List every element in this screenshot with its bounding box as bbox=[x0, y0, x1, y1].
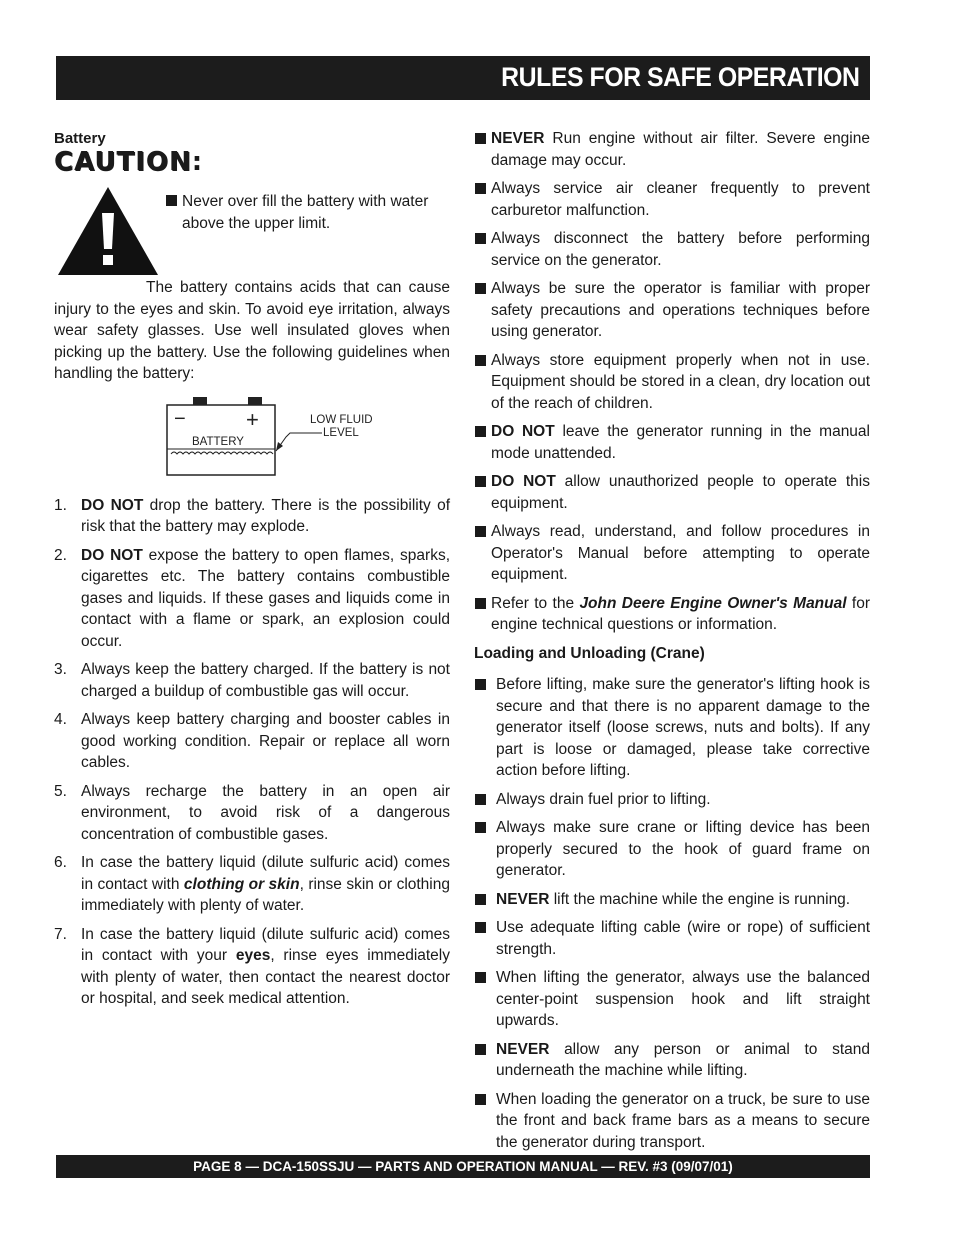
loading-bullets bbox=[474, 674, 870, 1153]
page-title: RULES FOR SAFE OPERATION bbox=[501, 62, 860, 92]
item-text: In case the battery liquid (dilute sulfuric acid) comes in contact with bbox=[81, 854, 450, 893]
item-number: 5. bbox=[54, 782, 67, 800]
item-lead: DO NOT bbox=[81, 546, 143, 564]
warning-area bbox=[54, 185, 450, 277]
item-text: When lifting the generator, always use the balanced center-point suspension hook and lift straight upwards. bbox=[496, 969, 870, 1029]
item-text: for engine technical questions or information. bbox=[491, 594, 871, 633]
list-item bbox=[474, 350, 870, 415]
list-item bbox=[474, 421, 870, 464]
battery-diagram bbox=[54, 389, 450, 485]
item-number: 7. bbox=[54, 925, 67, 943]
bullet-square bbox=[475, 283, 486, 294]
plus-sign: + bbox=[246, 406, 259, 432]
item-lead: DO NOT bbox=[491, 423, 555, 440]
item-text: Always keep the battery charged. If the battery is not charged a buildup of combustible gas will occur. bbox=[81, 661, 450, 700]
list-item bbox=[54, 781, 450, 846]
battery-label: BATTERY bbox=[192, 435, 244, 448]
header-bar bbox=[56, 56, 870, 100]
list-item bbox=[474, 674, 870, 782]
bullet-square bbox=[475, 1094, 486, 1105]
item-text: Always recharge the battery in an open air environment, to avoid risk of a dangerous concentration of combustible gases. bbox=[81, 782, 450, 843]
list-item bbox=[474, 1089, 870, 1154]
bullet-square bbox=[475, 426, 486, 437]
battery-guidelines-list bbox=[54, 495, 450, 1010]
item-text: expose the battery to open flames, sparks, cigarettes etc. The battery contains combustible gases and liquids. If these gases and liquids come in contact with a flame or spark, an explosion could occur. bbox=[81, 546, 450, 650]
item-text: Always keep battery charging and booster cables in good working condition. Repair or replace all worn cables. bbox=[81, 711, 450, 771]
item-lead: DO NOT bbox=[81, 496, 144, 514]
list-item bbox=[474, 228, 870, 271]
item-text: Always read, understand, and follow procedures in Operator's Manual before attempting to operate equipment. bbox=[491, 523, 870, 583]
item-number: 6. bbox=[54, 854, 67, 871]
item-text: , rinse eyes immediately with plenty of water, then contact the nearest doctor or hospital, and seek medical attention. bbox=[81, 947, 450, 1007]
bullet-square bbox=[475, 822, 486, 833]
warning-note-text: Never over fill the battery with water above the upper limit. bbox=[182, 193, 429, 232]
item-text: Refer to the bbox=[491, 594, 580, 612]
bullet-square bbox=[475, 476, 486, 487]
list-item bbox=[474, 1039, 870, 1082]
list-item bbox=[54, 659, 450, 702]
bullet-square bbox=[475, 183, 486, 194]
list-item bbox=[54, 924, 450, 1010]
page-footer: PAGE 8 — DCA-150SSJU — PARTS AND OPERATION MANUAL — REV. #3 (09/07/01) bbox=[56, 1155, 870, 1178]
item-emphasis: clothing or skin bbox=[183, 875, 300, 893]
list-item bbox=[474, 789, 870, 811]
list-item bbox=[474, 471, 870, 514]
manual-reference: John Deere Engine Owner's Manual bbox=[579, 594, 847, 612]
item-text: Always service air cleaner frequently to prevent carburetor malfunction. bbox=[491, 180, 870, 219]
warning-note bbox=[166, 191, 470, 234]
bullet-square bbox=[475, 598, 486, 609]
item-text: When loading the generator on a truck, be sure to use the front and back frame bars as a means to secure the generator during transport. bbox=[496, 1090, 870, 1151]
bullet-square bbox=[475, 133, 486, 144]
item-text: Always drain fuel prior to lifting. bbox=[496, 790, 711, 808]
item-emphasis: eyes bbox=[235, 947, 271, 964]
bullet-square bbox=[475, 355, 486, 366]
battery-subheading: Battery bbox=[54, 130, 106, 147]
bullet-square bbox=[475, 679, 486, 690]
callout-line-2: LEVEL bbox=[323, 426, 359, 439]
bullet-square bbox=[475, 233, 486, 244]
item-text: Run engine without air filter. Severe engine damage may occur. bbox=[491, 130, 870, 169]
list-item bbox=[474, 128, 870, 171]
list-item bbox=[474, 278, 870, 343]
item-lead: NEVER bbox=[491, 130, 545, 147]
item-text: Always disconnect the battery before performing service on the generator. bbox=[491, 230, 870, 269]
list-item bbox=[474, 917, 870, 960]
list-item bbox=[54, 495, 450, 538]
item-text: allow any person or animal to stand underneath the machine while lifting. bbox=[496, 1040, 870, 1079]
intro-text: The battery contains acids that can cause injury to the eyes and skin. To avoid eye irritation, always wear safety glasses. Use well insulated gloves when picking up the battery. Use the following guidelines when handling the battery: bbox=[54, 279, 450, 382]
bullet-square bbox=[475, 526, 486, 537]
bullet-square bbox=[475, 972, 486, 983]
item-text: lift the machine while the engine is running. bbox=[549, 890, 851, 908]
item-number: 1. bbox=[54, 496, 67, 514]
list-item bbox=[54, 852, 450, 917]
left-column bbox=[54, 128, 450, 1017]
list-item bbox=[474, 521, 870, 586]
battery-diagram-graphic bbox=[54, 389, 450, 485]
right-column bbox=[474, 128, 870, 1160]
list-item bbox=[474, 817, 870, 882]
list-item bbox=[54, 709, 450, 774]
item-text: Always be sure the operator is familiar with proper safety precautions and operations techniques before using generator. bbox=[491, 280, 870, 340]
item-text: , rinse skin or clothing immediately with plenty of water. bbox=[81, 875, 450, 914]
list-item bbox=[474, 967, 870, 1032]
item-number: 4. bbox=[54, 711, 67, 728]
item-text: Before lifting, make sure the generator's lifting hook is secure and that there is no apparent damage to the generator itself (loose screws, nuts and bolts). If any part is loose or damaged, please take corrective action before lifting. bbox=[496, 676, 870, 779]
bullet-square bbox=[475, 1044, 486, 1055]
loading-heading: Loading and Unloading (Crane) bbox=[474, 644, 705, 662]
item-text: Always make sure crane or lifting device has been properly secured to the hook of guard frame on generator. bbox=[496, 819, 870, 879]
list-item bbox=[474, 593, 870, 636]
item-text: In case the battery liquid (dilute sulfuric acid) comes in contact with your bbox=[81, 925, 450, 964]
minus-sign: − bbox=[174, 407, 186, 430]
bullet-square bbox=[475, 794, 486, 805]
safety-bullets bbox=[474, 128, 870, 636]
item-number: 3. bbox=[54, 661, 67, 678]
item-text: leave the generator running in the manual mode unattended. bbox=[491, 423, 870, 462]
list-item bbox=[474, 178, 870, 221]
list-item bbox=[54, 545, 450, 653]
bullet-square bbox=[166, 195, 177, 206]
warning-triangle-icon bbox=[56, 185, 160, 277]
item-lead: NEVER bbox=[496, 1040, 550, 1058]
item-text: allow unauthorized people to operate this equipment. bbox=[491, 473, 870, 512]
item-text: Use adequate lifting cable (wire or rope) of sufficient strength. bbox=[496, 919, 870, 958]
item-text: drop the battery. There is the possibility of risk that the battery may explode. bbox=[81, 496, 450, 535]
item-number: 2. bbox=[54, 546, 67, 564]
bullet-square bbox=[475, 922, 486, 933]
item-lead: DO NOT bbox=[491, 473, 556, 490]
caution-colon: : bbox=[191, 146, 204, 177]
caution-word: CAUTION bbox=[54, 146, 192, 177]
list-item bbox=[474, 889, 870, 911]
item-lead: NEVER bbox=[496, 890, 550, 908]
bullet-square bbox=[475, 894, 486, 905]
battery-intro bbox=[54, 277, 450, 385]
caution-heading bbox=[54, 146, 450, 177]
callout-line-1: LOW FLUID bbox=[310, 413, 373, 426]
item-text: Always store equipment properly when not in use. Equipment should be stored in a clean, dry location out of the reach of children. bbox=[491, 351, 870, 412]
